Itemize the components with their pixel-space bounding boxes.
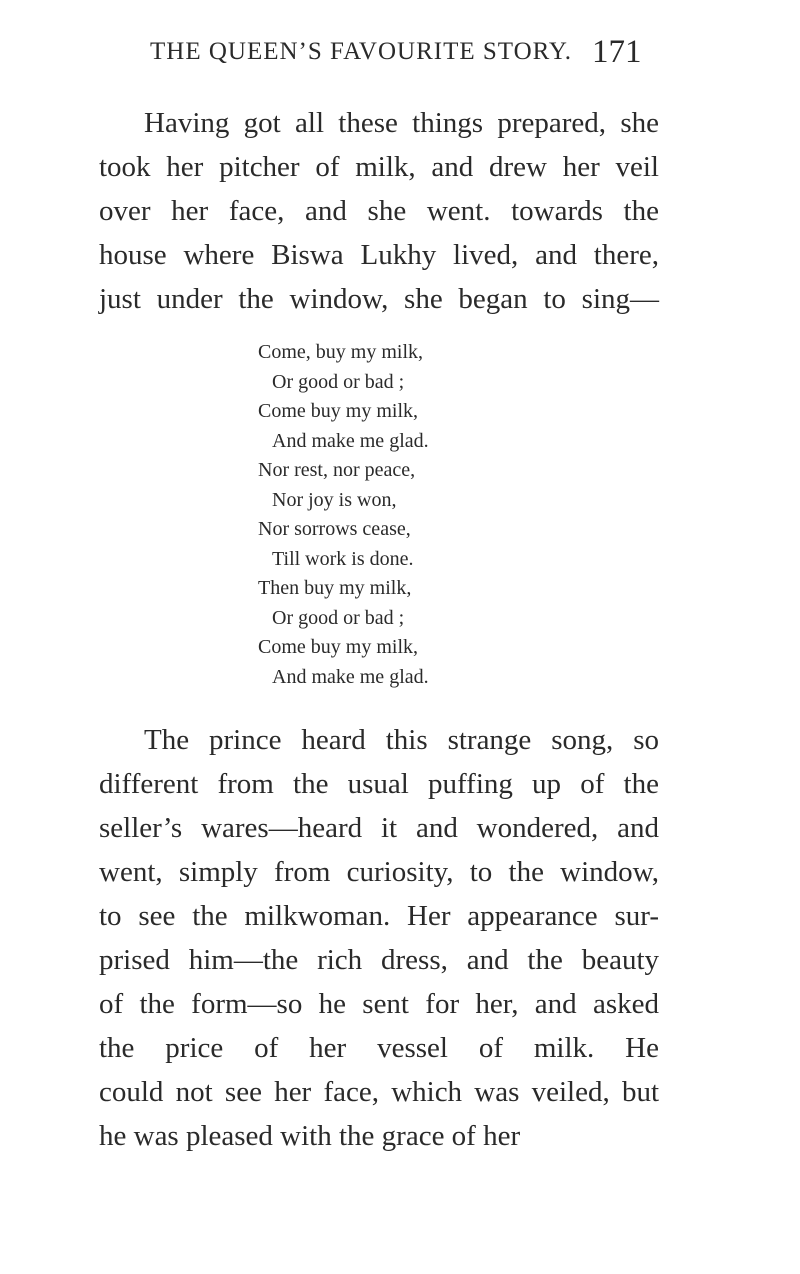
text-line: over her face, and she went. towards the	[99, 195, 659, 227]
text-line: The prince heard this strange song, so	[144, 724, 659, 756]
text-line: Having got all these things prepared, she	[144, 107, 659, 139]
text-line: just under the window, she began to sing—	[99, 283, 659, 315]
page-number: 171	[592, 34, 642, 70]
verse-line: Nor sorrows cease,	[258, 518, 411, 540]
text-line: seller’s wares—heard it and wondered, and	[99, 812, 659, 844]
verse-line: Nor joy is won,	[272, 488, 397, 511]
text-line: prised him—the rich dress, and the beauty	[99, 944, 659, 976]
verse-line: Till work is done.	[272, 547, 414, 570]
text-line: different from the usual puffing up of the	[99, 768, 659, 800]
text-line: could not see her face, which was veiled, but	[99, 1076, 659, 1108]
text-line: took her pitcher of milk, and drew her veil	[99, 151, 659, 183]
verse-line: Come buy my milk,	[258, 400, 418, 422]
text-line: to see the milkwoman. Her appearance sur-	[99, 900, 659, 932]
text-line: house where Biswa Lukhy lived, and there,	[99, 239, 659, 271]
text-line: the price of her vessel of milk. He	[99, 1032, 659, 1064]
verse-line: Come, buy my milk,	[258, 341, 423, 363]
paragraph-2	[99, 718, 659, 1158]
verse-line: Nor rest, nor peace,	[258, 459, 416, 481]
song-verse	[258, 338, 588, 692]
running-head	[0, 36, 800, 84]
verse-line: And make me glad.	[272, 665, 429, 688]
running-title: THE QUEEN’S FAVOURITE STORY.	[150, 38, 573, 65]
verse-line: And make me glad.	[272, 429, 429, 452]
text-line: of the form—so he sent for her, and asked	[99, 988, 659, 1020]
verse-line: Come buy my milk,	[258, 636, 418, 658]
text-line: went, simply from curiosity, to the window,	[99, 856, 659, 888]
verse-line: Or good or bad ;	[272, 606, 405, 629]
verse-line: Then buy my milk,	[258, 577, 412, 599]
verse-line: Or good or bad ;	[272, 370, 405, 393]
text-line: he was pleased with the grace of her	[99, 1120, 521, 1152]
paragraph-1	[99, 101, 659, 321]
